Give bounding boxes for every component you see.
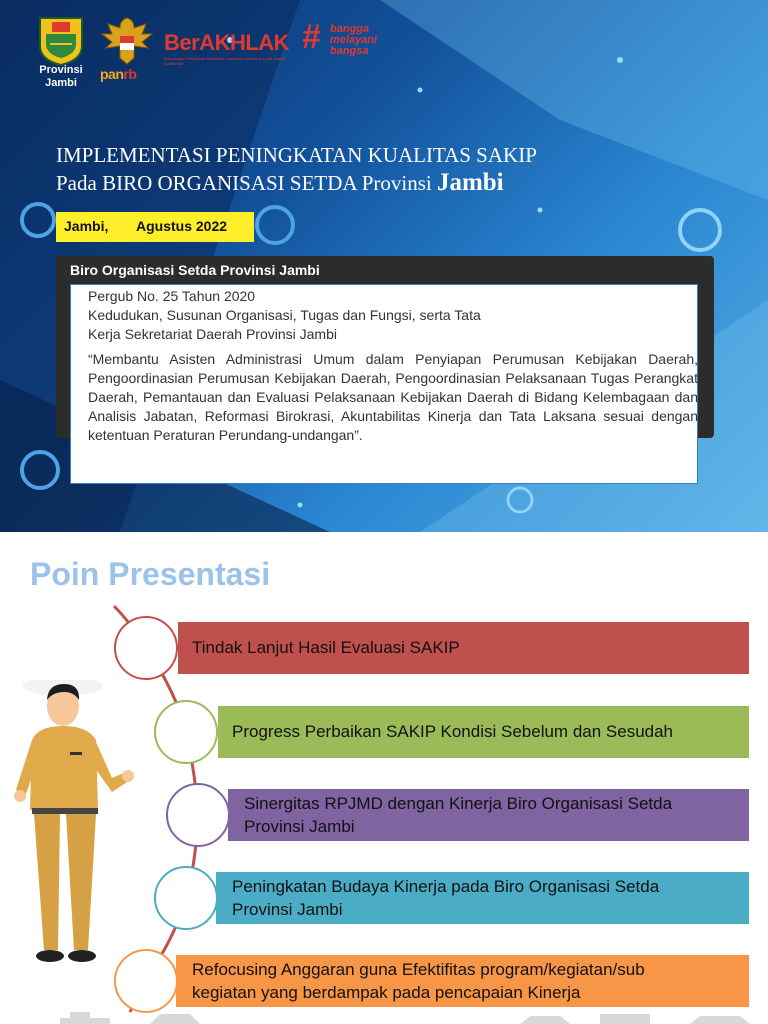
date-place: Jambi,	[64, 218, 109, 234]
agenda-item-line1: Progress Perbaikan SAKIP Kondisi Sebelum dan Sesudah	[232, 722, 674, 741]
agenda-item-line1: Refocusing Anggaran guna Efektifitas program/kegiatan/sub	[192, 960, 645, 979]
mandate-quote: “Membantu Asisten Administrasi Umum dalam Penyiapan Perumusan Kebijakan Daerah, Pengoordinasian Perumusan Kebijakan Daerah, Pengoordinasian Pelaksanaan Tugas Perangkat Daerah, Pemantauan dan Evaluasi Pelaksanaan Kebijakan Daerah di Bidang Kelembagaan dan Analisis Jabatan, Reformasi Birokrasi, Akuntabilitas Kinerja dan Tata Laksana sesuai dengan ketentuan Peraturan Perundang-undangan”.	[88, 351, 698, 443]
info-panel-heading: Biro Organisasi Setda Provinsi Jambi	[70, 262, 320, 278]
agenda-item-line2: kegiatan yang berdampak pada pencapaian Kinerja	[192, 983, 581, 1002]
presentation-title	[56, 142, 537, 197]
agenda-item-text-4	[232, 875, 659, 921]
agenda-item-marker-2	[154, 700, 218, 764]
bangga-line3: bangsa	[330, 45, 369, 57]
agenda-item-text-1	[192, 636, 460, 659]
agenda-item-line2: Provinsi Jambi	[244, 817, 355, 836]
logo-bar	[0, 0, 768, 100]
panrb-text-pan: pan	[100, 66, 124, 82]
subject-line2: Kerja Sekretariat Daerah Provinsi Jambi	[88, 326, 337, 342]
civil-servant-illustration-icon	[8, 680, 138, 980]
garuda-emblem-icon	[98, 14, 156, 68]
agenda-item-marker-5	[114, 949, 178, 1013]
agenda-item-line1: Peningkatan Budaya Kinerja pada Biro Organisasi Setda	[232, 877, 660, 896]
title-line2-part-b: Provinsi	[361, 171, 432, 195]
bangga-line1: bangga	[330, 23, 370, 35]
title-line2	[56, 169, 537, 197]
agenda-item-text-2	[232, 720, 673, 743]
agenda-item-text-5	[192, 958, 645, 1004]
bangga-melayani-bangsa-text	[330, 24, 377, 57]
title-line2-part-c: Jambi	[436, 169, 504, 196]
agenda-item-marker-1	[114, 616, 178, 680]
info-card	[70, 284, 698, 484]
city-skyline-decoration	[0, 1008, 768, 1024]
panrb-logo	[100, 66, 136, 82]
berakhlak-tagline: Berorientasi Pelayanan Akuntabel Kompeten Harmonis Loyal Adaptif Kolaboratif	[164, 56, 286, 66]
agenda-item-line1: Sinergitas RPJMD dengan Kinerja Biro Organisasi Setda	[244, 794, 673, 813]
agenda-item-marker-4	[154, 866, 218, 930]
bangga-melayani-bangsa-logo-icon: #	[302, 18, 321, 56]
province-caption-line1: Provinsi	[39, 64, 83, 76]
jambi-province-emblem-icon	[36, 14, 86, 66]
agenda-slide	[0, 532, 768, 1024]
agenda-item-text-3	[244, 792, 672, 838]
agenda-item-line1: Tindak Lanjut Hasil Evaluasi SAKIP	[192, 638, 460, 657]
title-line1: IMPLEMENTASI PENINGKATAN KUALITAS SAKIP	[56, 143, 537, 167]
subject-line1: Kedudukan, Susunan Organisasi, Tugas dan Fungsi, serta Tata	[88, 307, 481, 323]
regulation-text: Pergub No. 25 Tahun 2020	[88, 288, 256, 304]
province-caption	[30, 64, 92, 90]
panrb-text-rb: rb	[123, 66, 137, 82]
title-line2-part-a: Pada BIRO ORGANISASI SETDA	[56, 171, 357, 195]
province-caption-line2: Jambi	[45, 77, 77, 89]
date-box	[56, 212, 254, 242]
agenda-item-line2: Provinsi Jambi	[232, 900, 343, 919]
agenda-item-marker-3	[166, 783, 230, 847]
date-value: Agustus 2022	[136, 218, 228, 234]
agenda-title: Poin Presentasi	[30, 556, 271, 592]
berakhlak-logo: BerAKHLAK	[164, 30, 290, 55]
bangga-line2: melayani	[330, 34, 378, 46]
